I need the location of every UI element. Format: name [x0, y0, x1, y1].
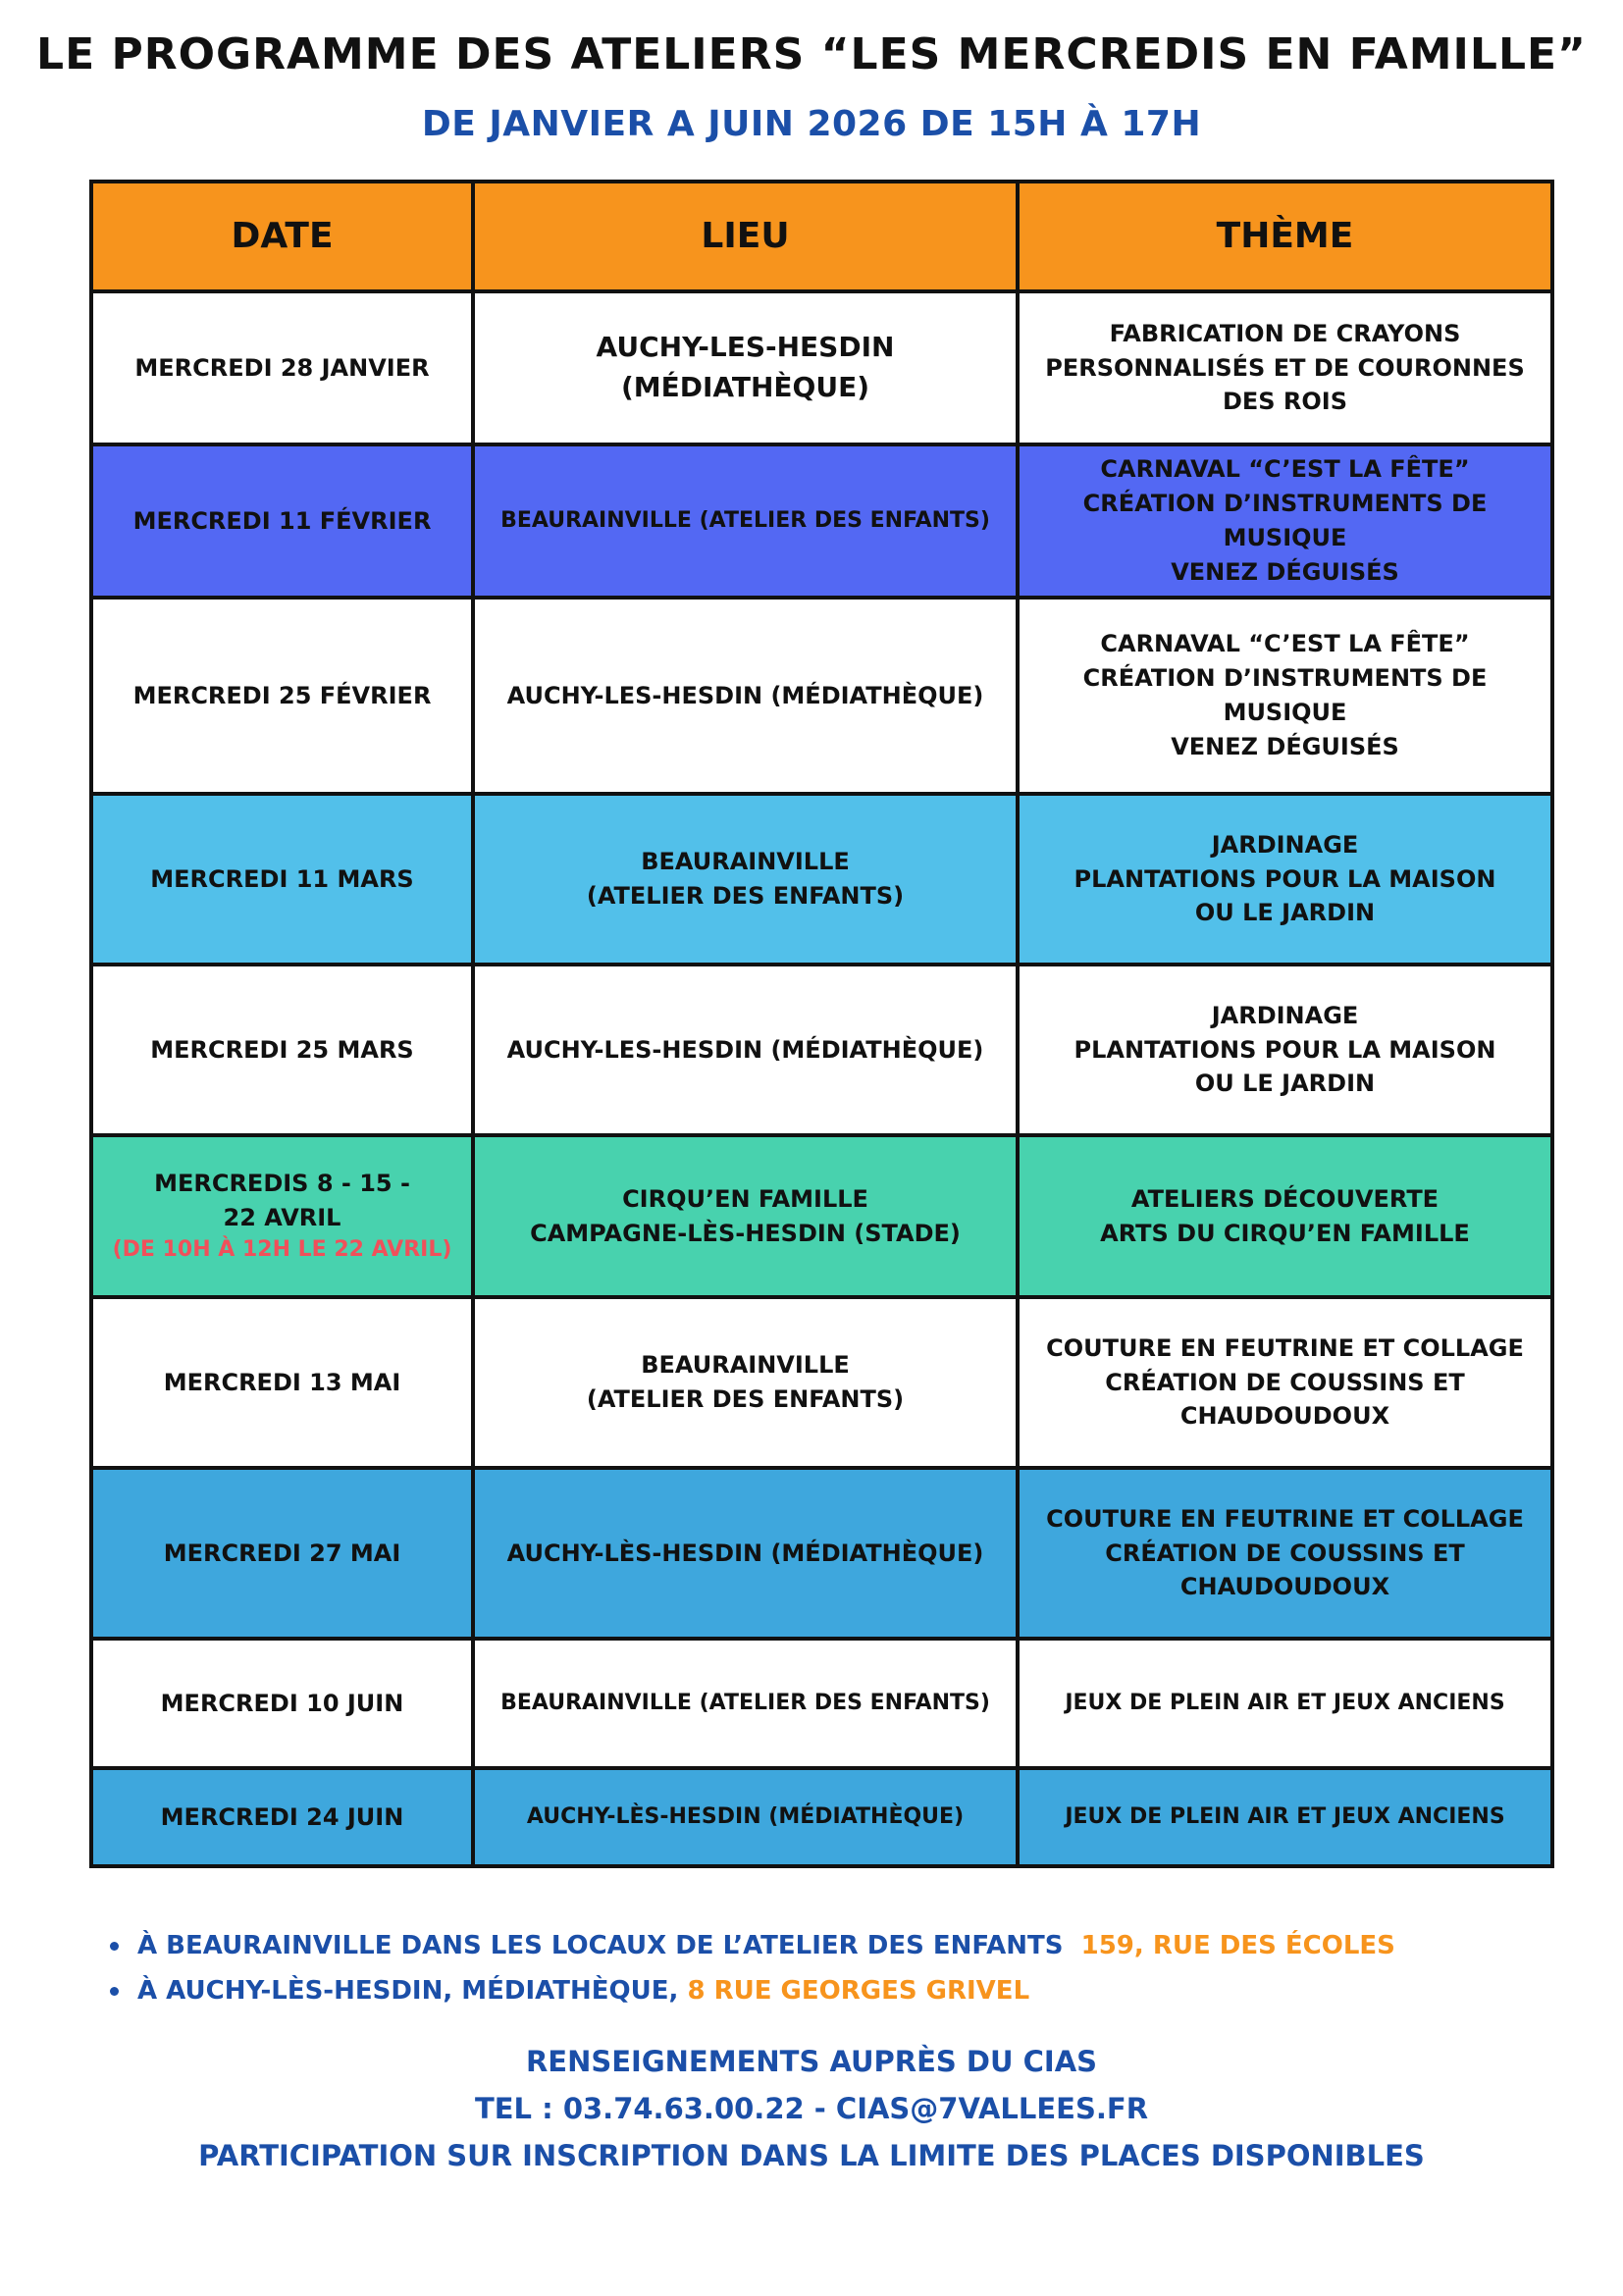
note-text: À BEAURAINVILLE DANS LES LOCAUX DE L’ATELIER DES ENFANTS [137, 1931, 1064, 1960]
cell-lieu: BEAURAINVILLE (ATELIER DES ENFANTS) [473, 1297, 1018, 1468]
date-text: MERCREDI 13 MAI [163, 1368, 401, 1396]
cell-theme: ATELIERS DÉCOUVERTE ARTS DU CIRQU’EN FAMILLE [1018, 1135, 1552, 1297]
page-subtitle: DE JANVIER A JUIN 2026 DE 15H À 17H [421, 104, 1202, 144]
note-address: 8 RUE GEORGES GRIVEL [687, 1976, 1030, 2006]
date-text: MERCREDIS 8 - 15 - 22 AVRIL [154, 1169, 410, 1231]
cell-date [91, 794, 473, 965]
cell-date [91, 444, 473, 598]
cell-lieu: AUCHY-LÈS-HESDIN (MÉDIATHÈQUE) [473, 1768, 1018, 1866]
table-row [91, 1639, 1552, 1768]
note-address: 159, RUE DES ÉCOLES [1080, 1931, 1395, 1960]
cell-theme: CARNAVAL “C’EST LA FÊTE” CRÉATION D’INSTRUMENTS DE MUSIQUE VENEZ DÉGUISÉS [1018, 598, 1552, 794]
table-header-row [91, 182, 1552, 291]
cell-date [91, 291, 473, 444]
list-item [108, 1968, 1395, 2013]
table-row [91, 1297, 1552, 1468]
cell-date [91, 598, 473, 794]
cell-lieu: BEAURAINVILLE (ATELIER DES ENFANTS) [473, 1639, 1018, 1768]
header-theme: THÈME [1018, 182, 1552, 291]
date-text: MERCREDI 28 JANVIER [134, 353, 430, 382]
cell-theme: JEUX DE PLEIN AIR ET JEUX ANCIENS [1018, 1768, 1552, 1866]
cell-lieu: AUCHY-LÈS-HESDIN (MÉDIATHÈQUE) [473, 1468, 1018, 1639]
list-item [108, 1923, 1395, 1968]
cell-theme: COUTURE EN FEUTRINE ET COLLAGE CRÉATION DE COUSSINS ET CHAUDOUDOUX [1018, 1468, 1552, 1639]
cell-lieu: AUCHY-LES-HESDIN (MÉDIATHÈQUE) [473, 965, 1018, 1135]
cell-date [91, 1135, 473, 1297]
cell-theme: CARNAVAL “C’EST LA FÊTE” CRÉATION D’INSTRUMENTS DE MUSIQUE VENEZ DÉGUISÉS [1018, 444, 1552, 598]
cell-lieu: AUCHY-LES-HESDIN (MÉDIATHÈQUE) [473, 598, 1018, 794]
page-title: LE PROGRAMME DES ATELIERS “LES MERCREDIS EN FAMILLE” [36, 29, 1587, 79]
footer-info-line: RENSEIGNEMENTS AUPRÈS DU CIAS [525, 2045, 1098, 2078]
table-row [91, 598, 1552, 794]
date-text: MERCREDI 27 MAI [163, 1539, 401, 1567]
cell-theme: JARDINAGE PLANTATIONS POUR LA MAISON OU LE JARDIN [1018, 965, 1552, 1135]
footer-participation-line: PARTICIPATION SUR INSCRIPTION DANS LA LIMITE DES PLACES DISPONIBLES [198, 2139, 1425, 2172]
table-row [91, 444, 1552, 598]
cell-theme: JEUX DE PLEIN AIR ET JEUX ANCIENS [1018, 1639, 1552, 1768]
cell-date [91, 1297, 473, 1468]
cell-date [91, 1468, 473, 1639]
cell-date [91, 1639, 473, 1768]
table-row [91, 291, 1552, 444]
cell-date [91, 1768, 473, 1866]
cell-lieu: BEAURAINVILLE (ATELIER DES ENFANTS) [473, 444, 1018, 598]
note-text: À AUCHY-LÈS-HESDIN, MÉDIATHÈQUE, [137, 1976, 679, 2006]
table-row [91, 965, 1552, 1135]
date-text: MERCREDI 25 FÉVRIER [132, 681, 432, 709]
cell-theme: COUTURE EN FEUTRINE ET COLLAGE CRÉATION DE COUSSINS ET CHAUDOUDOUX [1018, 1297, 1552, 1468]
location-notes [108, 1923, 1395, 2013]
footer-contact-line: TEL : 03.74.63.00.22 - CIAS@7VALLEES.FR [474, 2092, 1149, 2125]
table-row [91, 1468, 1552, 1639]
cell-theme: FABRICATION DE CRAYONS PERSONNALISÉS ET DE COURONNES DES ROIS [1018, 291, 1552, 444]
cell-date [91, 965, 473, 1135]
contact-footer [0, 2038, 1623, 2179]
cell-theme: JARDINAGE PLANTATIONS POUR LA MAISON OU LE JARDIN [1018, 794, 1552, 965]
date-text: MERCREDI 24 JUIN [160, 1802, 404, 1831]
header-lieu: LIEU [473, 182, 1018, 291]
table-row [91, 1135, 1552, 1297]
cell-lieu: AUCHY-LES-HESDIN (MÉDIATHÈQUE) [473, 291, 1018, 444]
date-note: (DE 10H À 12H LE 22 AVRIL) [112, 1237, 452, 1263]
header-date: DATE [91, 182, 473, 291]
date-text: MERCREDI 25 MARS [150, 1035, 414, 1064]
cell-lieu: CIRQU’EN FAMILLE CAMPAGNE-LÈS-HESDIN (STADE) [473, 1135, 1018, 1297]
date-text: MERCREDI 11 MARS [150, 864, 414, 893]
cell-lieu: BEAURAINVILLE (ATELIER DES ENFANTS) [473, 794, 1018, 965]
table-row [91, 794, 1552, 965]
table-row [91, 1768, 1552, 1866]
program-table [89, 180, 1554, 1868]
date-text: MERCREDI 10 JUIN [160, 1689, 404, 1717]
date-text: MERCREDI 11 FÉVRIER [132, 506, 432, 535]
